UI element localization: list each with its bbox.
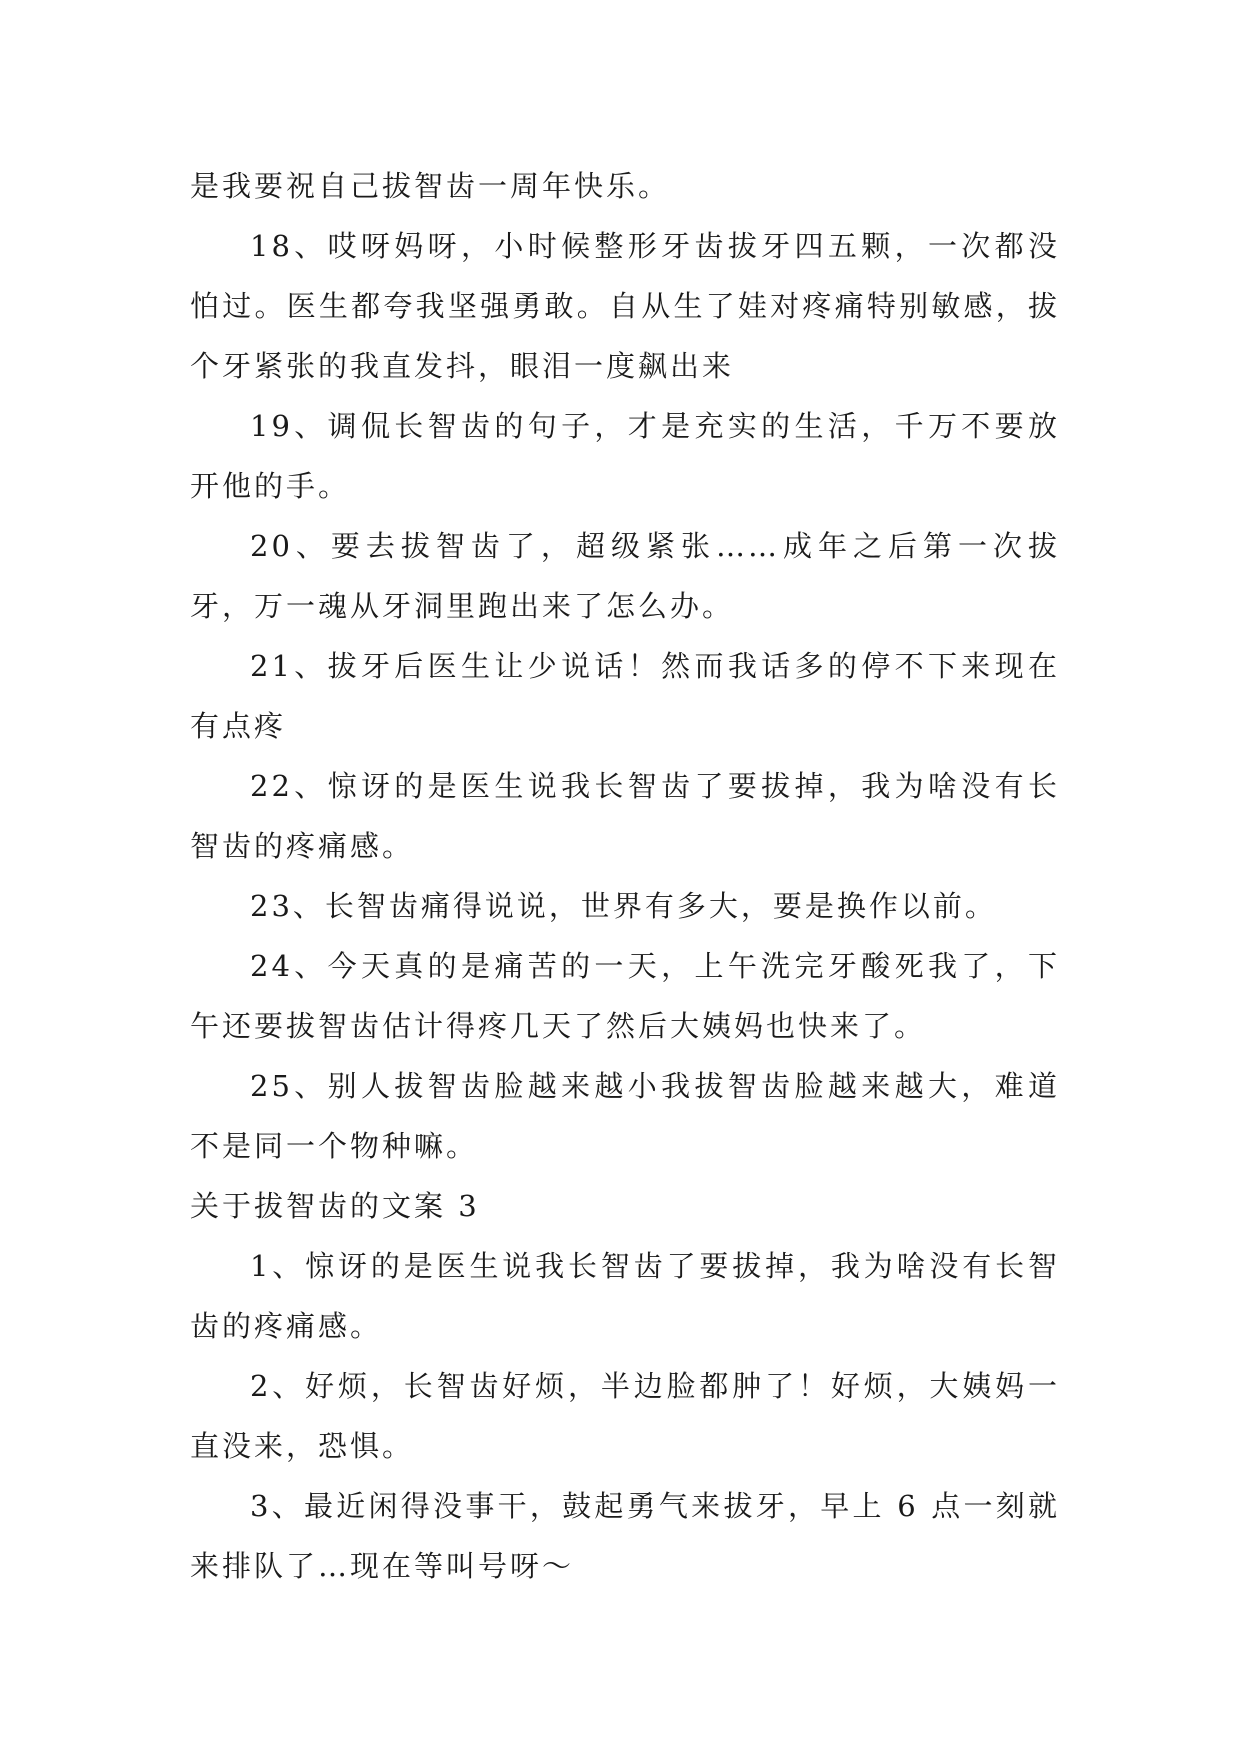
list-item-1: 1、惊讶的是医生说我长智齿了要拔掉，我为啥没有长智齿的疼痛感。 (190, 1249, 1060, 1343)
intro-paragraph: 是我要祝自己拔智齿一周年快乐。 (190, 169, 671, 203)
list-item-22: 22、惊讶的是医生说我长智齿了要拔掉，我为啥没有长智齿的疼痛感。 (190, 769, 1060, 863)
list-item-19: 19、调侃长智齿的句子，才是充实的生活，千万不要放开他的手。 (190, 409, 1060, 503)
list-item-3: 3、最近闲得没事干，鼓起勇气来拔牙，早上 6 点一刻就来排队了…现在等叫号呀～ (190, 1489, 1060, 1583)
list-item-24: 24、今天真的是痛苦的一天，上午洗完牙酸死我了，下午还要拔智齿估计得疼几天了然后大姨妈也快来了。 (190, 949, 1060, 1043)
list-item-25: 25、别人拔智齿脸越来越小我拔智齿脸越来越大，难道不是同一个物种嘛。 (190, 1069, 1060, 1163)
list-item-23: 23、长智齿痛得说说，世界有多大，要是换作以前。 (250, 889, 997, 923)
list-item-21: 21、拔牙后医生让少说话！然而我话多的停不下来现在有点疼 (190, 649, 1060, 743)
list-item-2: 2、好烦，长智齿好烦，半边脸都肿了！好烦，大姨妈一直没来，恐惧。 (190, 1369, 1060, 1463)
list-item-20: 20、要去拔智齿了，超级紧张……成年之后第一次拔牙，万一魂从牙洞里跑出来了怎么办。 (190, 529, 1060, 623)
document-body (190, 156, 1060, 1596)
section-title: 关于拔智齿的文案 3 (190, 1189, 480, 1223)
list-item-18: 18、哎呀妈呀，小时候整形牙齿拔牙四五颗，一次都没怕过。医生都夸我坚强勇敢。自从生了娃对疼痛特别敏感，拔个牙紧张的我直发抖，眼泪一度飙出来 (190, 229, 1060, 383)
